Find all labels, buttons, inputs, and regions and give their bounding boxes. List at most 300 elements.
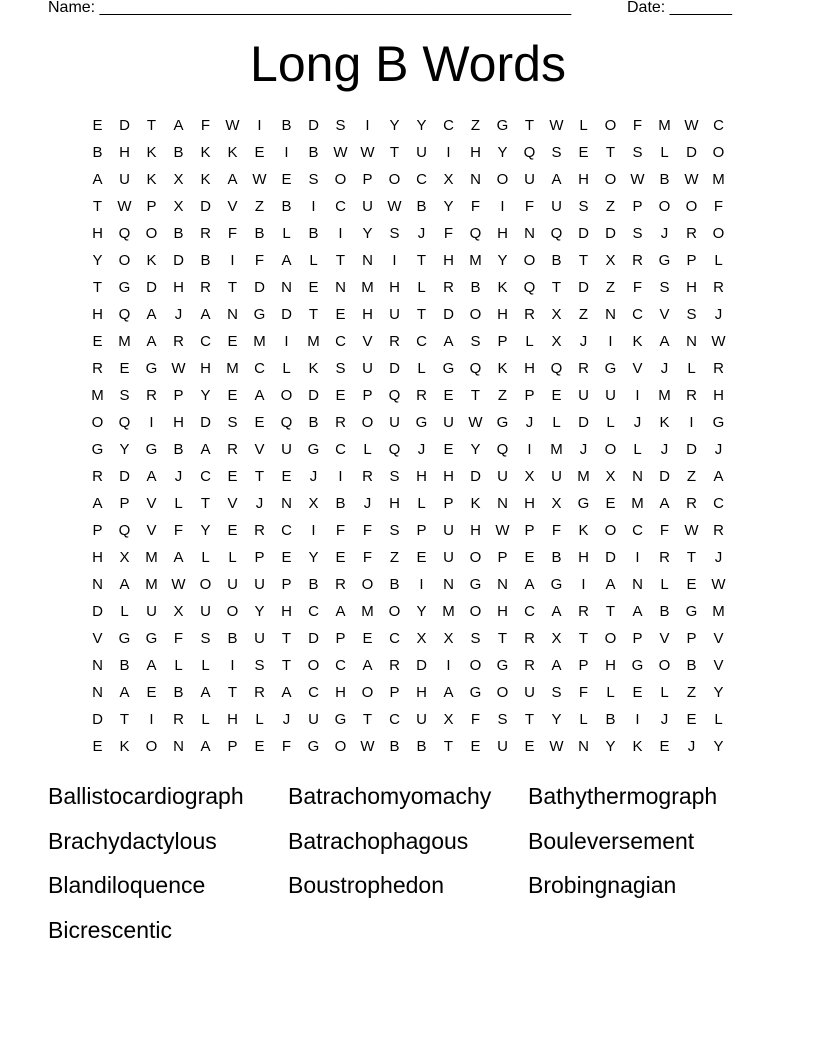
grid-letter: G (658, 252, 671, 269)
grid-letter: G (685, 603, 698, 620)
grid-letter: R (713, 360, 724, 377)
grid-letter: U (497, 738, 508, 755)
grid-letter: E (416, 549, 427, 566)
grid-letter: B (281, 198, 292, 215)
grid-letter: L (606, 414, 615, 431)
grid-letter: O (469, 549, 482, 566)
grid-letter: R (389, 657, 400, 674)
grid-letter: L (309, 252, 318, 269)
grid-letter: A (200, 441, 211, 458)
grid-letter: T (686, 549, 697, 566)
grid-letter: H (470, 144, 481, 161)
grid-letter: D (119, 468, 130, 485)
grid-letter: U (254, 630, 265, 647)
grid-letter: V (659, 306, 670, 323)
grid-letter: X (605, 468, 616, 485)
grid-letter: N (173, 738, 184, 755)
grid-letter: Y (470, 441, 481, 458)
grid-letter: N (470, 171, 481, 188)
grid-letter: G (91, 441, 104, 458)
page-title: Long B Words (250, 36, 566, 92)
grid-letter: X (416, 630, 427, 647)
grid-letter: R (200, 225, 211, 242)
grid-letter: F (227, 225, 238, 242)
grid-letter: W (684, 522, 699, 539)
grid-letter: T (119, 711, 130, 728)
grid-letter: C (335, 333, 346, 350)
grid-letter: A (281, 252, 292, 269)
grid-letter: R (659, 549, 670, 566)
word-bank-item: Brachydactylous (48, 827, 217, 854)
grid-letter: I (149, 414, 154, 431)
grid-letter: S (551, 684, 562, 701)
grid-letter: O (91, 414, 104, 431)
grid-letter: B (308, 225, 319, 242)
grid-letter: J (417, 225, 426, 242)
grid-letter: R (335, 414, 346, 431)
grid-letter: J (174, 306, 183, 323)
grid-letter: T (335, 252, 346, 269)
grid-letter: B (389, 576, 400, 593)
grid-letter: G (145, 441, 158, 458)
header (48, 0, 740, 20)
grid-letter: X (173, 198, 184, 215)
word-bank-item: Batrachomyomachy (288, 783, 492, 809)
grid-letter: S (497, 711, 508, 728)
grid-letter: R (146, 387, 157, 404)
grid-letter: H (524, 360, 535, 377)
grid-letter: B (200, 252, 211, 269)
grid-letter: Z (470, 117, 481, 134)
grid-letter: T (281, 630, 292, 647)
grid-letter: E (92, 738, 103, 755)
grid-letter: L (687, 360, 696, 377)
grid-letter: E (524, 738, 535, 755)
grid-letter: D (605, 549, 616, 566)
grid-letter: O (523, 252, 536, 269)
grid-letter: R (713, 279, 724, 296)
grid-letter: O (712, 144, 725, 161)
grid-letter: T (281, 657, 292, 674)
grid-letter: L (417, 495, 426, 512)
grid-letter: U (443, 522, 454, 539)
grid-letter: M (658, 387, 671, 404)
grid-letter: M (469, 252, 482, 269)
grid-letter: T (551, 279, 562, 296)
grid-letter: A (632, 603, 643, 620)
grid-letter: E (119, 360, 130, 377)
grid-letter: M (145, 576, 158, 593)
grid-letter: W (549, 738, 564, 755)
grid-letter: K (200, 171, 211, 188)
grid-letter: I (689, 414, 694, 431)
grid-letter: Z (605, 279, 616, 296)
grid-letter: T (92, 279, 103, 296)
grid-letter: E (92, 333, 103, 350)
grid-letter: B (605, 711, 616, 728)
grid-letter: E (254, 738, 265, 755)
grid-letter: T (254, 468, 265, 485)
grid-letter: O (334, 171, 347, 188)
grid-letter: N (497, 576, 508, 593)
grid-letter: S (659, 279, 670, 296)
grid-letter: R (632, 252, 643, 269)
grid-letter: P (227, 738, 238, 755)
grid-letter: D (389, 360, 400, 377)
grid-letter: D (605, 225, 616, 242)
grid-letter: L (660, 576, 669, 593)
grid-letter: G (334, 711, 347, 728)
grid-letter: O (388, 171, 401, 188)
grid-letter: X (443, 171, 454, 188)
name-field-label: Name: _____________________________________________________ (48, 0, 572, 16)
grid-letter: G (631, 657, 644, 674)
grid-letter: P (686, 252, 697, 269)
grid-letter: P (497, 549, 508, 566)
grid-letter: D (200, 414, 211, 431)
grid-letter: C (632, 306, 643, 323)
grid-letter: A (443, 684, 454, 701)
grid-letter: J (309, 468, 318, 485)
grid-letter: I (635, 549, 640, 566)
grid-letter: H (578, 549, 589, 566)
grid-letter: L (579, 711, 588, 728)
grid-letter: A (254, 387, 265, 404)
grid-letter: F (524, 198, 535, 215)
grid-letter: N (92, 576, 103, 593)
grid-letter: E (335, 549, 346, 566)
grid-letter: P (335, 630, 346, 647)
grid-letter: M (361, 279, 374, 296)
grid-letter: G (415, 414, 428, 431)
word-search-grid (84, 112, 732, 760)
grid-letter: H (389, 495, 400, 512)
grid-letter: A (659, 333, 670, 350)
grid-letter: K (497, 360, 508, 377)
grid-letter: U (605, 387, 616, 404)
grid-letter: L (255, 711, 264, 728)
grid-letter: L (714, 252, 723, 269)
grid-letter: F (362, 522, 373, 539)
grid-letter: S (632, 144, 643, 161)
grid-letter: I (608, 333, 613, 350)
grid-letter: M (658, 117, 671, 134)
grid-letter: K (146, 252, 157, 269)
grid-letter: O (145, 225, 158, 242)
grid-letter: F (281, 738, 292, 755)
grid-letter: M (91, 387, 104, 404)
grid-letter: M (712, 171, 725, 188)
grid-letter: O (334, 738, 347, 755)
grid-letter: I (311, 522, 316, 539)
grid-letter: B (173, 144, 184, 161)
grid-letter: K (146, 144, 157, 161)
grid-letter: P (254, 549, 265, 566)
grid-letter: U (362, 360, 373, 377)
grid-letter: B (416, 738, 427, 755)
grid-letter: S (686, 306, 697, 323)
grid-letter: O (604, 522, 617, 539)
grid-letter: Y (254, 603, 265, 620)
grid-letter: W (360, 738, 375, 755)
grid-letter: E (605, 495, 616, 512)
grid-letter: P (524, 522, 535, 539)
grid-letter: G (118, 630, 131, 647)
grid-letter: L (201, 549, 210, 566)
grid-letter: C (200, 333, 211, 350)
grid-letter: Y (362, 225, 373, 242)
grid-letter: K (578, 522, 589, 539)
grid-letter: K (200, 144, 211, 161)
grid-letter: A (146, 468, 157, 485)
grid-letter: F (173, 630, 184, 647)
grid-letter: L (201, 711, 210, 728)
grid-letter: O (604, 117, 617, 134)
grid-letter: O (226, 603, 239, 620)
grid-letter: T (497, 630, 508, 647)
grid-letter: O (469, 603, 482, 620)
grid-letter: E (254, 144, 265, 161)
grid-letter: S (389, 225, 400, 242)
grid-letter: R (173, 711, 184, 728)
grid-letter: N (578, 738, 589, 755)
grid-letter: H (335, 684, 346, 701)
grid-letter: R (686, 495, 697, 512)
grid-letter: T (470, 387, 481, 404)
grid-letter: F (443, 225, 454, 242)
grid-letter: R (254, 522, 265, 539)
grid-letter: T (146, 117, 157, 134)
grid-letter: V (254, 441, 265, 458)
grid-letter: X (119, 549, 130, 566)
grid-letter: N (92, 657, 103, 674)
grid-letter: R (254, 684, 265, 701)
grid-letter: K (470, 495, 481, 512)
grid-letter: Y (416, 117, 427, 134)
grid-letter: B (173, 684, 184, 701)
grid-letter: G (496, 117, 509, 134)
grid-letter: A (92, 171, 103, 188)
grid-letter: O (361, 414, 374, 431)
grid-letter: U (416, 144, 427, 161)
grid-letter: W (360, 144, 375, 161)
grid-letter: F (632, 279, 643, 296)
grid-letter: C (524, 603, 535, 620)
grid-letter: A (146, 306, 157, 323)
grid-letter: R (686, 387, 697, 404)
grid-letter: N (227, 306, 238, 323)
grid-letter: Y (389, 117, 400, 134)
grid-letter: C (389, 630, 400, 647)
grid-letter: Y (200, 387, 211, 404)
grid-letter: E (632, 684, 643, 701)
grid-letter: J (714, 441, 723, 458)
grid-letter: A (200, 684, 211, 701)
grid-letter: J (282, 711, 291, 728)
grid-letter: D (173, 252, 184, 269)
grid-letter: C (335, 657, 346, 674)
grid-letter: H (524, 495, 535, 512)
grid-letter: H (92, 549, 103, 566)
grid-letter: J (714, 549, 723, 566)
grid-letter: H (173, 414, 184, 431)
grid-letter: S (389, 468, 400, 485)
grid-letter: P (92, 522, 103, 539)
grid-letter: B (470, 279, 481, 296)
grid-letter: G (712, 414, 725, 431)
grid-letter: Y (497, 144, 508, 161)
grid-letter: M (307, 333, 320, 350)
grid-letter: T (416, 306, 427, 323)
grid-letter: C (308, 603, 319, 620)
grid-letter: A (659, 495, 670, 512)
grid-letter: H (173, 279, 184, 296)
grid-letter: Z (578, 306, 589, 323)
grid-letter: H (92, 225, 103, 242)
grid-letter: O (496, 684, 509, 701)
grid-letter: N (443, 576, 454, 593)
grid-letter: E (362, 630, 373, 647)
grid-letter: S (119, 387, 130, 404)
grid-letter: Q (523, 279, 536, 296)
grid-letter: L (579, 117, 588, 134)
grid-letter: P (362, 171, 373, 188)
grid-letter: O (685, 198, 698, 215)
grid-letter: T (389, 144, 400, 161)
grid-letter: L (120, 603, 129, 620)
word-bank-item: Bathythermograph (528, 783, 718, 809)
grid-letter: F (200, 117, 211, 134)
grid-letter: K (632, 333, 643, 350)
grid-letter: O (361, 576, 374, 593)
grid-letter: L (633, 441, 642, 458)
grid-letter: V (227, 198, 238, 215)
word-bank (48, 778, 768, 956)
grid-letter: R (173, 333, 184, 350)
grid-letter: L (282, 225, 291, 242)
grid-letter: B (551, 252, 562, 269)
grid-letter: Q (280, 414, 293, 431)
grid-letter: A (200, 738, 211, 755)
grid-letter: D (119, 117, 130, 134)
grid-letter: P (362, 387, 373, 404)
grid-letter: E (227, 333, 238, 350)
grid-letter: B (227, 630, 238, 647)
grid-letter: J (660, 711, 669, 728)
grid-letter: M (361, 603, 374, 620)
grid-letter: G (145, 360, 158, 377)
grid-letter: R (200, 279, 211, 296)
grid-letter: V (632, 360, 643, 377)
grid-letter: B (659, 603, 670, 620)
grid-letter: A (362, 657, 373, 674)
grid-letter: J (660, 441, 669, 458)
grid-letter: E (578, 144, 589, 161)
grid-letter: B (416, 198, 427, 215)
grid-letter: I (230, 657, 235, 674)
grid-letter: K (632, 738, 643, 755)
grid-letter: I (392, 252, 397, 269)
grid-letter: E (227, 468, 238, 485)
grid-letter: O (145, 738, 158, 755)
grid-letter: P (389, 684, 400, 701)
grid-letter: Q (118, 306, 131, 323)
grid-letter: D (254, 279, 265, 296)
grid-letter: E (227, 387, 238, 404)
grid-letter: J (363, 495, 372, 512)
grid-letter: L (552, 414, 561, 431)
grid-letter: Y (605, 738, 616, 755)
grid-letter: L (714, 711, 723, 728)
grid-letter: Y (92, 252, 103, 269)
grid-letter: R (578, 603, 589, 620)
grid-letter: E (308, 279, 319, 296)
grid-letter: J (417, 441, 426, 458)
grid-letter: U (362, 198, 373, 215)
grid-letter: E (281, 549, 292, 566)
grid-letter: D (578, 414, 589, 431)
grid-letter: X (551, 306, 562, 323)
grid-letter: I (419, 576, 424, 593)
grid-letter: J (633, 414, 642, 431)
grid-letter: F (470, 711, 481, 728)
grid-letter: C (713, 117, 724, 134)
grid-letter: W (549, 117, 564, 134)
grid-letter: F (470, 198, 481, 215)
grid-letter: P (632, 630, 643, 647)
grid-letter: W (252, 171, 267, 188)
grid-letter: E (335, 387, 346, 404)
grid-letter: R (686, 225, 697, 242)
grid-letter: O (658, 198, 671, 215)
grid-letter: B (308, 576, 319, 593)
grid-letter: E (281, 171, 292, 188)
grid-letter: I (257, 117, 262, 134)
grid-letter: G (253, 306, 266, 323)
grid-letter: P (686, 630, 697, 647)
grid-letter: V (713, 657, 724, 674)
grid-letter: R (443, 279, 454, 296)
grid-letter: J (579, 333, 588, 350)
grid-letter: V (227, 495, 238, 512)
grid-letter: I (284, 144, 289, 161)
grid-letter: S (578, 198, 589, 215)
grid-letter: H (281, 603, 292, 620)
grid-letter: Y (713, 738, 724, 755)
grid-letter: S (227, 414, 238, 431)
grid-letter: L (228, 549, 237, 566)
grid-letter: R (389, 333, 400, 350)
grid-letter: T (227, 684, 238, 701)
grid-letter: C (335, 198, 346, 215)
grid-letter: Z (605, 198, 616, 215)
grid-letter: T (92, 198, 103, 215)
grid-letter: V (713, 630, 724, 647)
grid-letter: B (119, 657, 130, 674)
grid-letter: M (550, 441, 563, 458)
grid-letter: F (551, 522, 562, 539)
grid-letter: I (284, 333, 289, 350)
grid-letter: O (604, 630, 617, 647)
grid-letter: A (119, 576, 130, 593)
grid-letter: A (605, 576, 616, 593)
grid-letter: N (605, 306, 616, 323)
grid-letter: F (254, 252, 265, 269)
grid-letter: H (497, 225, 508, 242)
grid-letter: M (712, 603, 725, 620)
grid-letter: E (146, 684, 157, 701)
grid-letter: P (524, 387, 535, 404)
